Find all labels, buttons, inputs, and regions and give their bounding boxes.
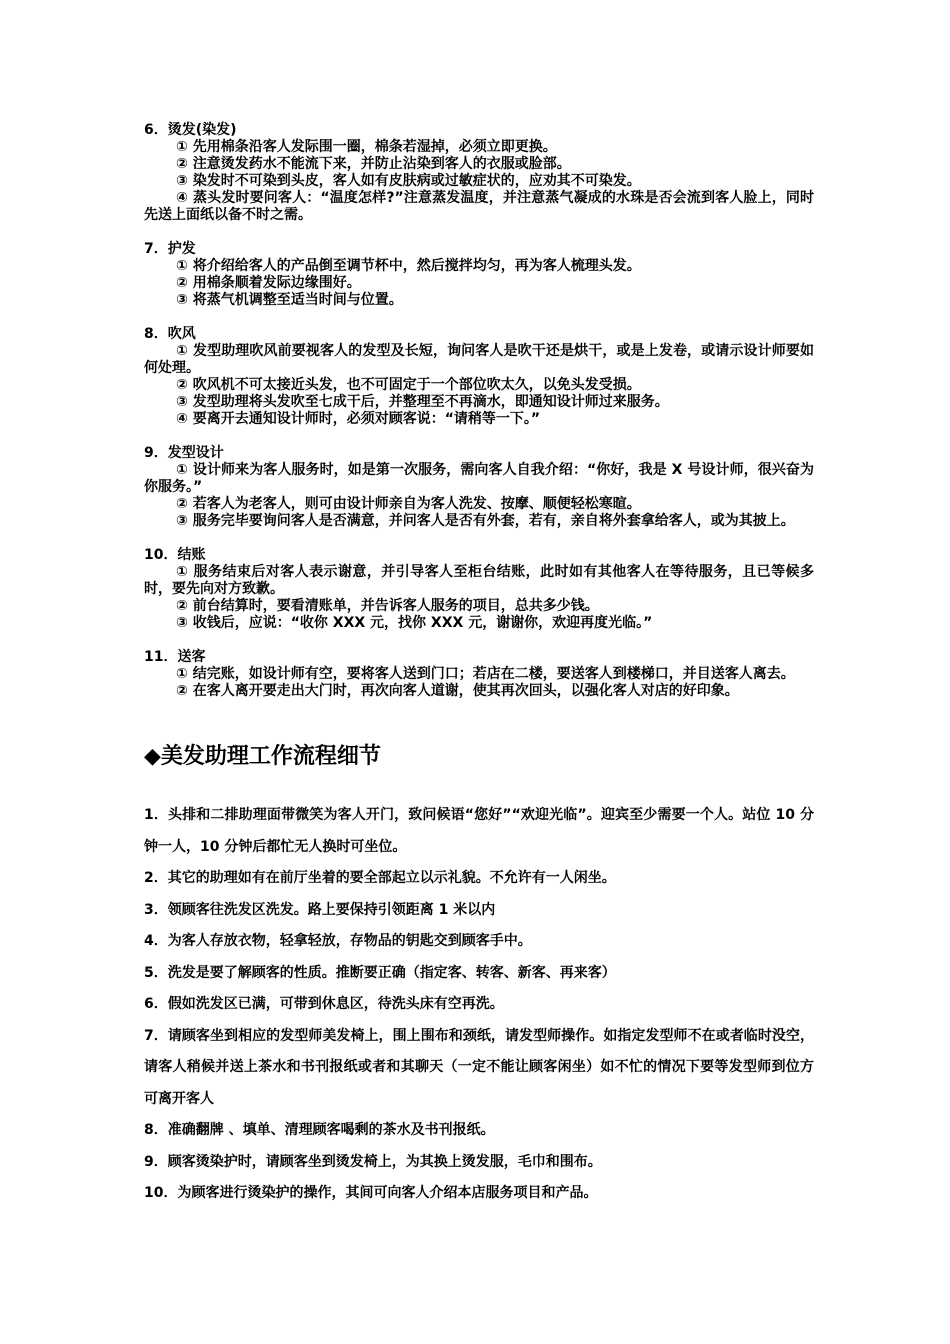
list-item: ① 发型助理吹风前要视客人的发型及长短，询问客人是吹干还是烘干，或是上发卷，或请示设计师要如何处理。 [144,343,814,376]
workflow-step: 5．洗发是要了解顾客的性质。推断要正确（指定客、转客、新客、再来客） [144,964,616,981]
list-item: ② 若客人为老客人，则可由设计师亲自为客人洗发、按摩、顺便轻松寒暄。 [176,496,641,512]
section-title: 10．结账 [144,547,206,563]
section-hair-care [144,241,814,309]
list-item: ① 结完账，如设计师有空，要将客人送到门口；若店在二楼，要送客人到楼梯口，并目送客人离去。 [176,666,795,682]
workflow-step: 1．头排和二排助理面带微笑为客人开门，致问候语“您好”“欢迎光临”。迎宾至少需要一个人。站位 10 分钟一人，10 分钟后都忙无人换时可坐位。 [144,807,814,855]
list-item: ② 前台结算时，要看清账单，并告诉客人服务的项目，总共多少钱。 [176,598,599,614]
list-item: ② 吹风机不可太接近头发，也不可固定于一个部位吹太久，以免头发受损。 [176,377,641,393]
list-item: ② 在客人离开要走出大门时，再次向客人道谢，使其再次回头，以强化客人对店的好印象。 [176,683,739,699]
workflow-step: 10．为顾客进行烫染护的操作，其间可向客人介绍本店服务项目和产品。 [144,1185,598,1201]
section-title: 7．护发 [144,241,196,257]
section-hair-design [144,445,814,530]
section-title: 9．发型设计 [144,445,224,461]
workflow-step: 2．其它的助理如有在前厅坐着的要全部起立以示礼貌。不允许有一人闲坐。 [144,870,616,886]
workflow-step: 6．假如洗发区已满，可带到休息区，待洗头床有空再洗。 [144,996,504,1012]
workflow-step: 3．领顾客往洗发区洗发。路上要保持引领距离 1 米以内 [144,901,496,918]
list-item: ③ 染发时不可染到头皮，客人如有皮肤病或过敏症状的，应劝其不可染发。 [176,173,641,189]
workflow-step: 9．顾客烫染护时，请顾客坐到烫发椅上，为其换上烫发服，毛巾和围布。 [144,1153,602,1170]
list-item: ① 设计师来为客人服务时，如是第一次服务，需向客人自我介绍：“你好，我是 X 号设计师，很兴奋为你服务。” [144,462,814,495]
section-perm-dye [144,122,814,224]
workflow-step: 8．准确翻牌 、填单、清理顾客喝剩的茶水及书刊报纸。 [144,1122,495,1138]
section-checkout [144,547,814,632]
section-title: 8．吹风 [144,326,196,342]
list-item: ③ 将蒸气机调整至适当时间与位置。 [176,292,403,308]
list-item: ③ 服务完毕要询问客人是否满意，并问客人是否有外套，若有，亲自将外套拿给客人，或为其披上。 [176,513,795,529]
list-item: ① 先用棉条沿客人发际围一圈，棉条若湿掉，必须立即更换。 [176,139,557,155]
list-item: ① 服务结束后对客人表示谢意，并引导客人至柜台结账，此时如有其他客人在等待服务，且已等候多时，要先向对方致歉。 [144,564,814,597]
assistant-workflow-list [144,800,814,1210]
service-procedure-list [144,122,814,717]
list-item: ② 用棉条顺着发际边缘围好。 [176,275,361,291]
section-blow-dry [144,326,814,428]
list-item: ① 将介绍给客人的产品倒至调节杯中，然后搅拌均匀，再为客人梳理头发。 [176,258,641,274]
list-item: ② 注意烫发药水不能流下来，并防止沾染到客人的衣服或脸部。 [176,156,571,172]
list-item: ③ 收钱后，应说：“收你 XXX 元，找你 XXX 元，谢谢你，欢迎再度光临。” [176,615,653,631]
workflow-step: 4．为客人存放衣物，轻拿轻放，存物品的钥匙交到顾客手中。 [144,933,532,949]
section-seeing-off [144,649,814,700]
section-heading: ◆美发助理工作流程细节 [144,744,381,769]
list-item: ④ 要离开去通知设计师时，必须对顾客说：“请稍等一下。” [176,411,541,427]
section-title: 11．送客 [144,649,206,665]
list-item: ④ 蒸头发时要问客人：“温度怎样?”注意蒸发温度，并注意蒸气凝成的水珠是否会流到客人脸上，同时先送上面纸以备不时之需。 [144,190,814,223]
list-item: ③ 发型助理将头发吹至七成干后，并整理至不再滴水，即通知设计师过来服务。 [176,394,669,410]
section-title: 6．烫发(染发) [144,122,237,138]
workflow-step: 7．请顾客坐到相应的发型师美发椅上，围上围布和颈纸，请发型师操作。如指定发型师不在或者临时没空，请客人稍候并送上茶水和书刊报纸或者和其聊天（一定不能让顾客闲坐）如不忙的情况下要等发型师到位方可离开客人 [144,1027,814,1107]
